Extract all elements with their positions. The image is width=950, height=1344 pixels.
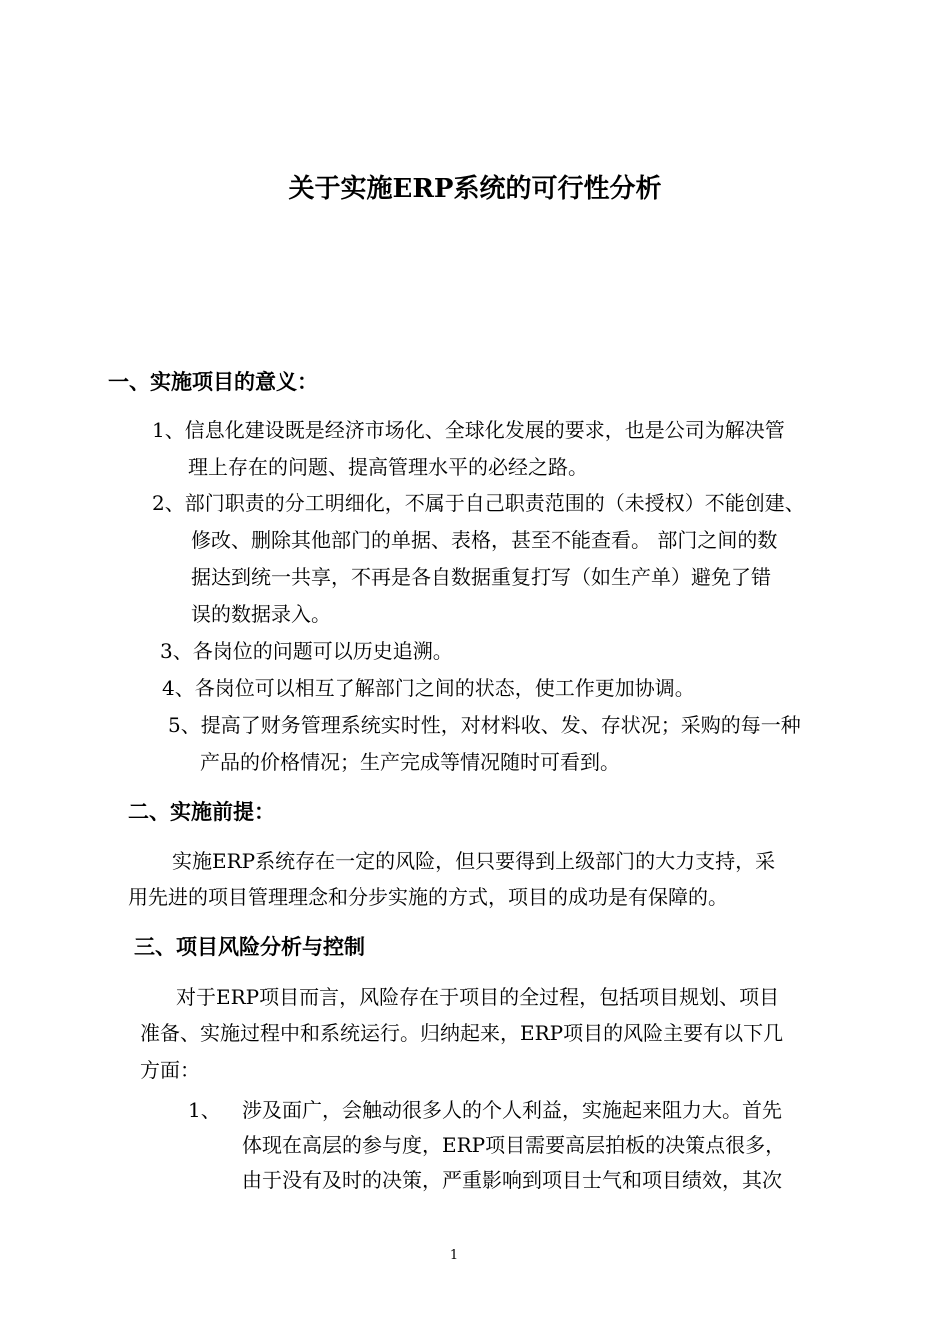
paragraph-line: 用先进的项目管理理念和分步实施的方式，项目的成功是有保障的。 xyxy=(128,885,728,909)
section-heading-3: 三、项目风险分析与控制 xyxy=(134,934,365,959)
paragraph-line: 误的数据录入。 xyxy=(191,602,331,626)
document-title: 关于实施ERP系统的可行性分析 xyxy=(288,174,662,204)
paragraph-line: 5、提高了财务管理系统实时性，对材料收、发、存状况；采购的每一种 xyxy=(168,713,801,737)
paragraph-line: 修改、删除其他部门的单据、表格，甚至不能查看。 部门之间的数 xyxy=(191,528,778,552)
paragraph-line: 据达到统一共享，不再是各自数据重复打写（如生产单）避免了错 xyxy=(191,565,771,589)
list-item-line: 由于没有及时的决策，严重影响到项目士气和项目绩效，其次 xyxy=(242,1168,782,1192)
paragraph-line: 方面： xyxy=(140,1058,200,1082)
paragraph-line: 对于ERP项目而言，风险存在于项目的全过程，包括项目规划、项目 xyxy=(176,985,780,1009)
list-item-line: 体现在高层的参与度，ERP项目需要高层拍板的决策点很多， xyxy=(242,1133,786,1157)
list-item-number: 1、 xyxy=(188,1098,221,1122)
paragraph-line: 1、信息化建设既是经济市场化、全球化发展的要求，也是公司为解决管 xyxy=(152,418,785,442)
paragraph-line: 2、部门职责的分工明细化，不属于自己职责范围的（未授权）不能创建、 xyxy=(152,491,805,515)
paragraph-line: 3、各岗位的问题可以历史追溯。 xyxy=(160,639,453,663)
paragraph-line: 理上存在的问题、提高管理水平的必经之路。 xyxy=(188,455,588,479)
list-item-line: 涉及面广，会触动很多人的个人利益，实施起来阻力大。首先 xyxy=(242,1098,782,1122)
paragraph-line: 4、各岗位可以相互了解部门之间的状态，使工作更加协调。 xyxy=(162,676,695,700)
paragraph-line: 产品的价格情况；生产完成等情况随时可看到。 xyxy=(200,750,620,774)
paragraph-line: 实施ERP系统存在一定的风险，但只要得到上级部门的大力支持，采 xyxy=(172,849,776,873)
section-heading-1: 一、实施项目的意义： xyxy=(108,369,318,394)
section-heading-2: 二、实施前提： xyxy=(128,799,275,824)
page-number: 1 xyxy=(449,1248,459,1263)
paragraph-line: 准备、实施过程中和系统运行。归纳起来，ERP项目的风险主要有以下几 xyxy=(140,1021,784,1045)
